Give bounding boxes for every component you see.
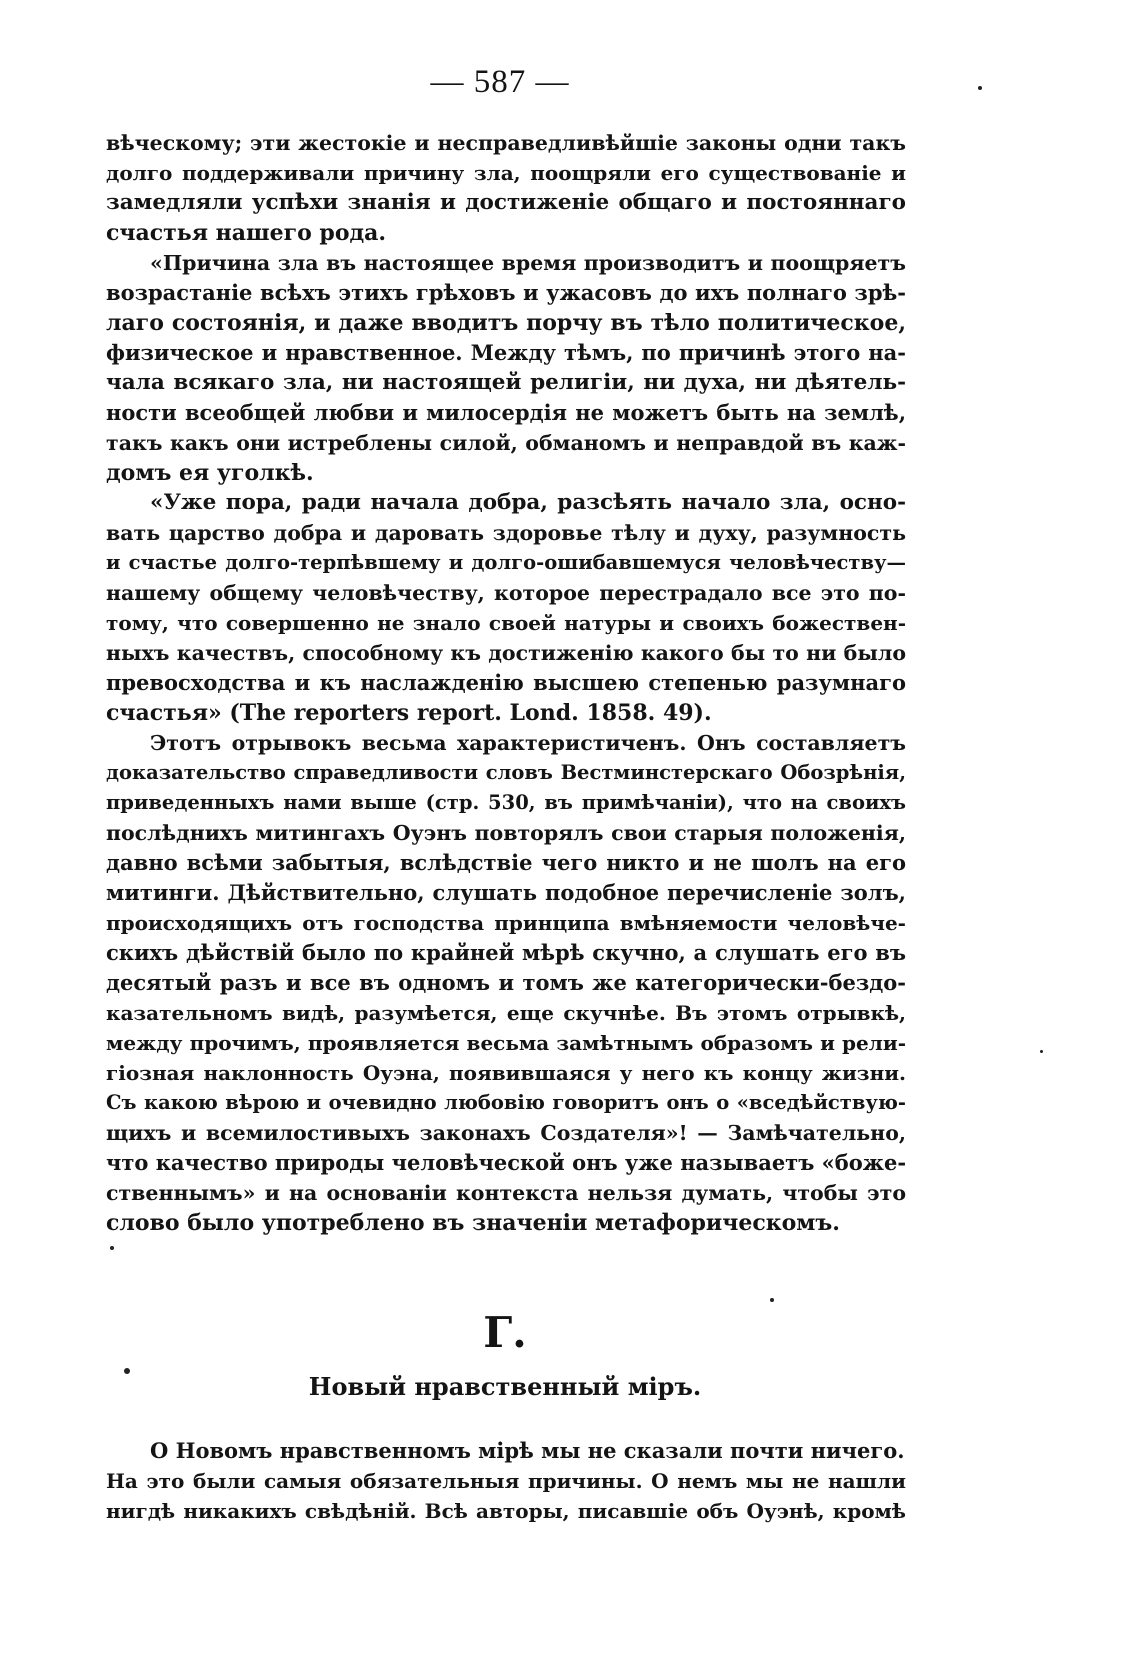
text-line: между прочимъ, проявляется весьма замѣтнымъ образомъ и рели- bbox=[106, 1031, 906, 1055]
text-line: Этотъ отрывокъ весьма характеристиченъ. Онъ составляетъ bbox=[150, 731, 906, 755]
text-line: долго поддерживали причину зла, поощряли его существованіе и bbox=[106, 161, 906, 185]
print-speck bbox=[770, 1298, 774, 1302]
text-line: нашему общему человѣчеству, которое перестрадало все это по- bbox=[106, 581, 906, 605]
print-speck bbox=[1040, 1050, 1043, 1053]
text-line: счастья нашего рода. bbox=[106, 220, 387, 246]
text-line: десятый разъ и все въ одномъ и томъ же категорически-бездо- bbox=[106, 970, 906, 995]
text-line: скихъ дѣйствій было по крайней мѣрѣ скучно, а слушать его въ bbox=[106, 940, 906, 965]
text-line: давно всѣми забытыя, вслѣдствіе чего никто и не шолъ на его bbox=[106, 850, 906, 875]
text-line: послѣднихъ митингахъ Оуэнъ повторялъ свои старыя положенія, bbox=[106, 821, 906, 845]
text-line: лаго состоянія, и даже вводитъ порчу въ тѣло политическое, bbox=[106, 310, 906, 336]
text-line: «Уже пора, ради начала добра, разсѣять начало зла, осно- bbox=[150, 490, 906, 515]
text-line: что качество природы человѣческой онъ уже называетъ «боже- bbox=[106, 1150, 907, 1175]
body-text bbox=[106, 128, 906, 1238]
text-line: О Новомъ нравственномъ мірѣ мы не сказали почти ничего. bbox=[150, 1438, 905, 1463]
print-speck bbox=[124, 1368, 130, 1374]
text-line: вѣческому; эти жестокіе и несправедливѣйшіе законы одни такъ bbox=[106, 131, 906, 155]
text-line: митинги. Дѣйствительно, слушать подобное перечисленіе золъ, bbox=[106, 880, 906, 905]
text-line: нигдѣ никакихъ свѣдѣній. Всѣ авторы, писавшіе объ Оуэнѣ, кромѣ bbox=[106, 1499, 906, 1523]
section-letter: Г. bbox=[483, 1308, 527, 1357]
text-line: ности всеобщей любви и милосердія не можетъ быть на землѣ, bbox=[106, 400, 906, 425]
section-text bbox=[106, 1436, 906, 1526]
text-line: физическое и нравственное. Между тѣмъ, по причинѣ этого на- bbox=[106, 340, 906, 365]
text-line: вать царство добра и даровать здоровье тѣлу и духу, разумность bbox=[106, 521, 906, 545]
text-line: и счастье долго-терпѣвшему и долго-ошибавшемуся человѣчеству— bbox=[106, 551, 906, 574]
print-speck bbox=[978, 86, 982, 90]
text-line: тому, что совершенно не знало своей натуры и своихъ божествен- bbox=[106, 611, 906, 635]
text-line: слово было употреблено въ значеніи метафорическомъ. bbox=[106, 1210, 840, 1236]
text-line: гіозная наклонность Оуэна, появившаяся у него къ концу жизни. bbox=[106, 1061, 906, 1085]
text-line: доказательство справедливости словъ Вестминстерскаго Обозрѣнія, bbox=[106, 761, 906, 784]
text-line: щихъ и всемилостивыхъ законахъ Создателя»! — Замѣчательно, bbox=[106, 1121, 906, 1145]
text-line: такъ какъ они истреблены силой, обманомъ и неправдой въ каж- bbox=[106, 431, 906, 455]
text-line: Съ какою вѣрою и очевидно любовію говоритъ онъ о «вседѣйствую- bbox=[106, 1091, 906, 1114]
text-line: чала всякаго зла, ни настоящей религіи, ни духа, ни дѣятель- bbox=[106, 370, 906, 395]
text-line: превосходства и къ наслажденію высшею степенью разумнаго bbox=[106, 670, 906, 695]
text-line: происходящихъ отъ господства принципа вмѣняемости человѣче- bbox=[106, 911, 906, 935]
text-line: возрастаніе всѣхъ этихъ грѣховъ и ужасовъ до ихъ полнаго зрѣ- bbox=[106, 280, 906, 305]
print-speck bbox=[110, 1246, 114, 1250]
text-line: «Причина зла въ настоящее время производитъ и поощряетъ bbox=[150, 251, 906, 275]
text-line: На это были самыя обязательныя причины. О немъ мы не нашли bbox=[106, 1469, 906, 1493]
text-line: ственнымъ» и на основаніи контекста нельзя думать, чтобы это bbox=[106, 1181, 906, 1205]
text-line: приведенныхъ нами выше (стр. 530, въ примѣчаніи), что на своихъ bbox=[106, 791, 906, 814]
text-line: домъ ея уголкѣ. bbox=[106, 460, 314, 486]
text-line: казательномъ видѣ, разумѣется, еще скучнѣе. Въ этомъ отрывкѣ, bbox=[106, 1001, 906, 1025]
section-title: Новый нравственный міръ. bbox=[308, 1372, 702, 1401]
text-line: счастья» (The reporters report. Lond. 1858. 49). bbox=[106, 700, 712, 726]
text-line: ныхъ качествъ, способному къ достиженію какого бы то ни было bbox=[106, 641, 906, 665]
page-number: — 587 — bbox=[430, 64, 570, 100]
text-line: замедляли успѣхи знанія и достиженіе общаго и постояннаго bbox=[106, 190, 906, 215]
